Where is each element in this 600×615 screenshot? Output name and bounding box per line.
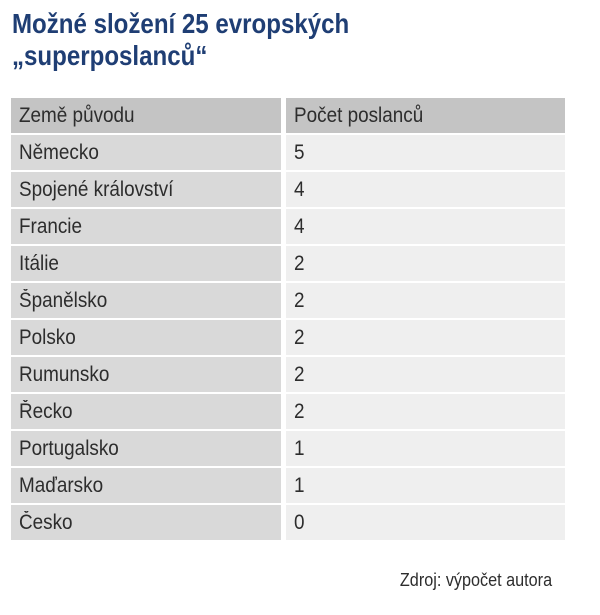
country-cell — [11, 209, 286, 246]
country-name: Spojené království — [19, 177, 174, 201]
table-row — [11, 172, 565, 209]
table-row — [11, 431, 565, 468]
table-title — [12, 8, 494, 72]
country-cell — [11, 320, 286, 357]
count-value: 4 — [294, 214, 305, 238]
country-cell — [11, 505, 286, 542]
count-cell — [286, 209, 565, 246]
country-cell — [11, 283, 286, 320]
count-cell — [286, 246, 565, 283]
count-cell — [286, 172, 565, 209]
count-cell — [286, 394, 565, 431]
count-cell — [286, 468, 565, 505]
count-cell — [286, 431, 565, 468]
count-value: 4 — [294, 177, 305, 201]
source-note: Zdroj: výpočet autora — [399, 570, 552, 590]
country-name: Portugalsko — [19, 436, 119, 460]
header-country-label: Země původu — [19, 103, 135, 127]
table-row — [11, 209, 565, 246]
country-name: Řecko — [19, 399, 73, 423]
table-row — [11, 468, 565, 505]
country-cell — [11, 135, 286, 172]
country-name: Itálie — [19, 251, 59, 275]
count-cell — [286, 320, 565, 357]
count-cell — [286, 135, 565, 172]
table-row — [11, 283, 565, 320]
table-title-line-1: Možné složení 25 evropských — [12, 8, 350, 39]
country-name: Německo — [19, 140, 99, 164]
table-row — [11, 320, 565, 357]
table-row — [11, 357, 565, 394]
country-name: Česko — [19, 510, 73, 534]
country-name: Polsko — [19, 325, 76, 349]
table-title-line-2: „superposlanců“ — [12, 40, 208, 71]
table-header-row — [11, 98, 565, 135]
count-value: 2 — [294, 399, 305, 423]
count-value: 5 — [294, 140, 305, 164]
country-name: Francie — [19, 214, 83, 238]
header-count-label: Počet poslanců — [294, 103, 424, 127]
table-row — [11, 505, 565, 542]
count-value: 2 — [294, 325, 305, 349]
table-row — [11, 135, 565, 172]
country-cell — [11, 172, 286, 209]
country-name: Maďarsko — [19, 473, 104, 497]
count-cell — [286, 357, 565, 394]
count-value: 2 — [294, 362, 305, 386]
country-name: Španělsko — [19, 288, 108, 312]
header-country — [11, 98, 286, 135]
country-cell — [11, 468, 286, 505]
header-count — [286, 98, 565, 135]
country-cell — [11, 394, 286, 431]
table-body — [11, 98, 565, 542]
country-cell — [11, 431, 286, 468]
count-value: 0 — [294, 510, 305, 534]
country-name: Rumunsko — [19, 362, 110, 386]
country-cell — [11, 357, 286, 394]
data-table — [11, 98, 565, 542]
count-value: 2 — [294, 251, 305, 275]
table-row — [11, 246, 565, 283]
count-cell — [286, 283, 565, 320]
count-value: 2 — [294, 288, 305, 312]
count-value: 1 — [294, 473, 305, 497]
table-row — [11, 394, 565, 431]
country-cell — [11, 246, 286, 283]
count-value: 1 — [294, 436, 305, 460]
count-cell — [286, 505, 565, 542]
